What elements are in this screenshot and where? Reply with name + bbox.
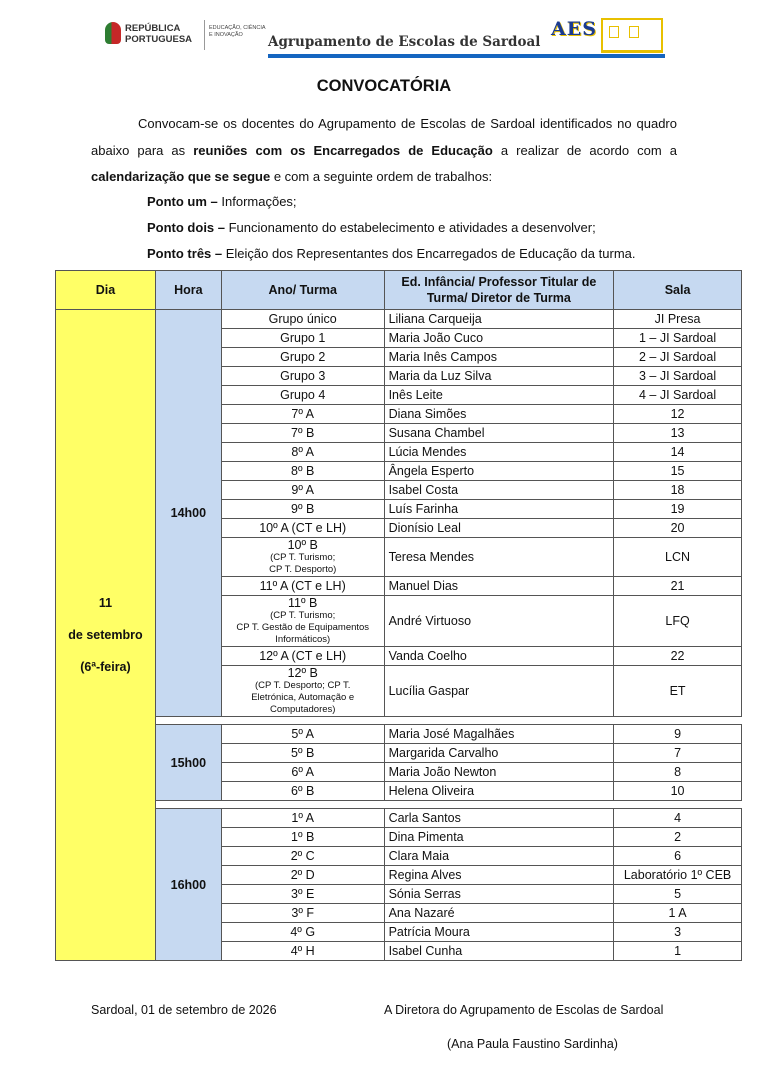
separator-cell [221,717,384,725]
turma-name: 6º A [291,765,315,779]
cell-sala: JI Presa [614,310,742,329]
cell-sala: 8 [614,763,742,782]
cell-turma [221,462,384,481]
cell-professor: Diana Simões [384,405,614,424]
cell-professor: André Virtuoso [384,596,614,647]
cell-professor: Maria João Cuco [384,329,614,348]
cell-professor: Dina Pimenta [384,828,614,847]
cell-professor: Sónia Serras [384,885,614,904]
cell-turma [221,577,384,596]
aes-logo-text: AES [551,18,597,40]
turma-name: 9º B [291,502,315,516]
turma-name: Grupo único [268,312,337,326]
separator-cell [384,801,614,809]
cell-professor: Isabel Costa [384,481,614,500]
turma-name: 5º B [291,746,315,760]
cell-sala: 5 [614,885,742,904]
cell-professor: Susana Chambel [384,424,614,443]
cell-sala: 15 [614,462,742,481]
cell-turma [221,885,384,904]
turma-course: Informáticos) [275,634,331,645]
cell-professor: Dionísio Leal [384,519,614,538]
dia-num: 11 [98,596,113,610]
cell-professor: Margarida Carvalho [384,744,614,763]
cell-sala: 9 [614,725,742,744]
header-hora: Hora [155,271,221,310]
letterhead-bar [268,54,665,58]
cell-turma [221,538,384,577]
turma-course: CP T. Gestão de Equipamentos [236,622,370,633]
cell-professor: Clara Maia [384,847,614,866]
cell-turma [221,666,384,717]
cell-turma [221,828,384,847]
turma-name: 9º A [291,483,315,497]
cell-sala: 13 [614,424,742,443]
turma-name: 4º H [290,944,315,958]
republic-line-1: REPÚBLICA [125,23,181,34]
agenda-item-3 [147,246,636,261]
cell-sala: LCN [614,538,742,577]
cell-professor: Inês Leite [384,386,614,405]
cell-sala: 1 A [614,904,742,923]
turma-name: 3º F [291,906,315,920]
cell-turma [221,405,384,424]
cell-professor: Maria Inês Campos [384,348,614,367]
cell-turma [221,923,384,942]
turma-name: 10º B [287,538,318,552]
cell-sala: 14 [614,443,742,462]
cell-professor: Teresa Mendes [384,538,614,577]
turma-name: 3º E [291,887,315,901]
turma-course: Eletrónica, Automação e [251,692,355,703]
republic-emblem-icon [105,22,121,44]
school-building-icon [601,18,663,53]
cell-turma [221,596,384,647]
cell-turma [221,763,384,782]
cell-turma [221,809,384,828]
cell-sala: 6 [614,847,742,866]
cell-turma [221,481,384,500]
agenda-item-text: Funcionamento do estabelecimento e atividades a desenvolver; [225,220,596,235]
republic-name [125,23,192,45]
cell-turma [221,386,384,405]
cell-professor: Carla Santos [384,809,614,828]
cell-turma [221,866,384,885]
turma-name: 7º B [291,426,315,440]
cell-turma [221,348,384,367]
page-title: CONVOCATÓRIA [316,77,452,95]
turma-name: 5º A [291,727,315,741]
cell-turma [221,424,384,443]
cell-professor: Vanda Coelho [384,647,614,666]
turma-name: Grupo 1 [280,331,326,345]
separator-cell [384,717,614,725]
cell-sala: 20 [614,519,742,538]
group-separator [56,801,742,809]
cell-turma [221,367,384,386]
table-row [56,809,742,828]
signatory-title: A Diretora do Agrupamento de Escolas de Sardoal [384,1003,664,1017]
turma-course: Computadores) [269,704,336,715]
letterhead [105,14,665,58]
cell-turma [221,782,384,801]
separator-cell [155,717,221,725]
turma-course: CP T. Desporto) [269,564,337,575]
cell-sala: 21 [614,577,742,596]
header-professor-line-2: Turma/ Diretor de Turma [426,291,571,305]
agenda-item-text: Eleição dos Representantes dos Encarregados de Educação da turma. [222,246,636,261]
cell-turma [221,500,384,519]
turma-course: (CP T. Turismo; [270,552,336,563]
table-row [56,725,742,744]
cell-professor: Manuel Dias [384,577,614,596]
header-turma: Ano/ Turma [221,271,384,310]
separator-cell [614,801,742,809]
cell-hora: 14h00 [155,310,221,717]
agenda-item-1 [147,194,297,209]
header-professor [384,271,614,310]
turma-name: 1º A [291,811,315,825]
school-group-name: Agrupamento de Escolas de Sardoal [268,34,541,50]
aes-logo [547,16,661,52]
letterhead-divider [204,20,205,50]
turma-name: 11º B [288,596,318,610]
turma-name: 1º B [291,830,315,844]
cell-sala: 10 [614,782,742,801]
turma-name: 4º G [290,925,316,939]
turma-course: (CP T. Desporto; CP T. [255,680,351,691]
ministry-line-2: E INOVAÇÃO [209,32,243,38]
schedule-table [55,270,742,961]
cell-sala: 12 [614,405,742,424]
agenda-item-label: Ponto três – [147,246,223,261]
turma-name: Grupo 3 [280,369,326,383]
cell-professor: Lúcia Mendes [384,443,614,462]
cell-turma [221,847,384,866]
cell-sala: 22 [614,647,742,666]
signatory-name: (Ana Paula Faustino Sardinha) [447,1037,618,1051]
turma-name: 10º A (CT e LH) [259,521,347,535]
intro-text-3: e com a seguinte ordem de trabalhos: [270,169,493,184]
dia-mes: de setembro [68,628,143,642]
turma-name: Grupo 2 [280,350,326,364]
cell-sala: 18 [614,481,742,500]
ministry-name [209,25,266,39]
intro-text-1: Convocam-se os docentes do Agrupamento de Escolas de Sardoal identificados no quadro abaixo para as [91,116,677,158]
turma-name: 12º B [287,666,318,680]
cell-professor: Luís Farinha [384,500,614,519]
turma-course: (CP T. Turismo; [270,610,336,621]
ministry-line-1: EDUCAÇÃO, CIÊNCIA [209,25,266,31]
turma-name: 12º A (CT e LH) [259,649,347,663]
turma-name: 11º A (CT e LH) [259,579,346,593]
cell-professor: Helena Oliveira [384,782,614,801]
cell-sala: 4 [614,809,742,828]
table-header-row [56,271,742,310]
dia-semana: (6ª-feira) [80,660,131,674]
turma-name: 8º A [291,445,315,459]
cell-dia [56,310,156,961]
cell-professor: Ângela Esperto [384,462,614,481]
cell-professor: Ana Nazaré [384,904,614,923]
agenda-item-2 [147,220,596,235]
intro-text-2: a realizar de acordo com a [492,142,677,158]
republic-line-2: PORTUGUESA [125,34,193,45]
separator-cell [155,801,221,809]
cell-sala: LFQ [614,596,742,647]
turma-name: 6º B [291,784,315,798]
cell-professor: Maria da Luz Silva [384,367,614,386]
agenda-item-text: Informações; [217,194,297,209]
cell-professor: Lucília Gaspar [384,666,614,717]
cell-turma [221,904,384,923]
intro-paragraph [91,111,677,191]
header-sala: Sala [614,271,742,310]
cell-professor: Patrícia Moura [384,923,614,942]
cell-sala: 1 [614,942,742,961]
cell-professor: Maria José Magalhães [384,725,614,744]
cell-sala: 1 – JI Sardoal [614,329,742,348]
cell-turma [221,443,384,462]
cell-sala: 19 [614,500,742,519]
cell-professor: Maria João Newton [384,763,614,782]
cell-turma [221,647,384,666]
place-date: Sardoal, 01 de setembro de 2026 [91,1003,277,1017]
cell-turma [221,942,384,961]
turma-name: Grupo 4 [280,388,326,402]
cell-sala: ET [614,666,742,717]
cell-professor: Isabel Cunha [384,942,614,961]
agenda-item-label: Ponto dois – [147,220,225,235]
agenda-item-label: Ponto um – [147,194,218,209]
cell-professor: Liliana Carqueija [384,310,614,329]
separator-cell [614,717,742,725]
cell-professor: Regina Alves [384,866,614,885]
cell-sala: 3 – JI Sardoal [614,367,742,386]
cell-sala: 2 – JI Sardoal [614,348,742,367]
cell-hora: 15h00 [155,725,221,801]
turma-name: 8º B [291,464,315,478]
separator-cell [221,801,384,809]
cell-hora: 16h00 [155,809,221,961]
cell-turma [221,519,384,538]
cell-turma [221,744,384,763]
group-separator [56,717,742,725]
turma-name: 7º A [291,407,315,421]
cell-sala: 7 [614,744,742,763]
intro-bold-1: reuniões com os Encarregados de Educação [193,142,493,158]
header-dia: Dia [56,271,156,310]
turma-name: 2º D [290,868,315,882]
header-professor-line-1: Ed. Infância/ Professor Titular de [401,275,597,289]
cell-sala: Laboratório 1º CEB [614,866,742,885]
turma-name: 2º C [290,849,315,863]
cell-turma [221,310,384,329]
cell-sala: 4 – JI Sardoal [614,386,742,405]
cell-turma [221,725,384,744]
intro-bold-2: calendarização que se segue [91,169,271,184]
cell-sala: 3 [614,923,742,942]
table-row [56,310,742,329]
cell-turma [221,329,384,348]
cell-sala: 2 [614,828,742,847]
